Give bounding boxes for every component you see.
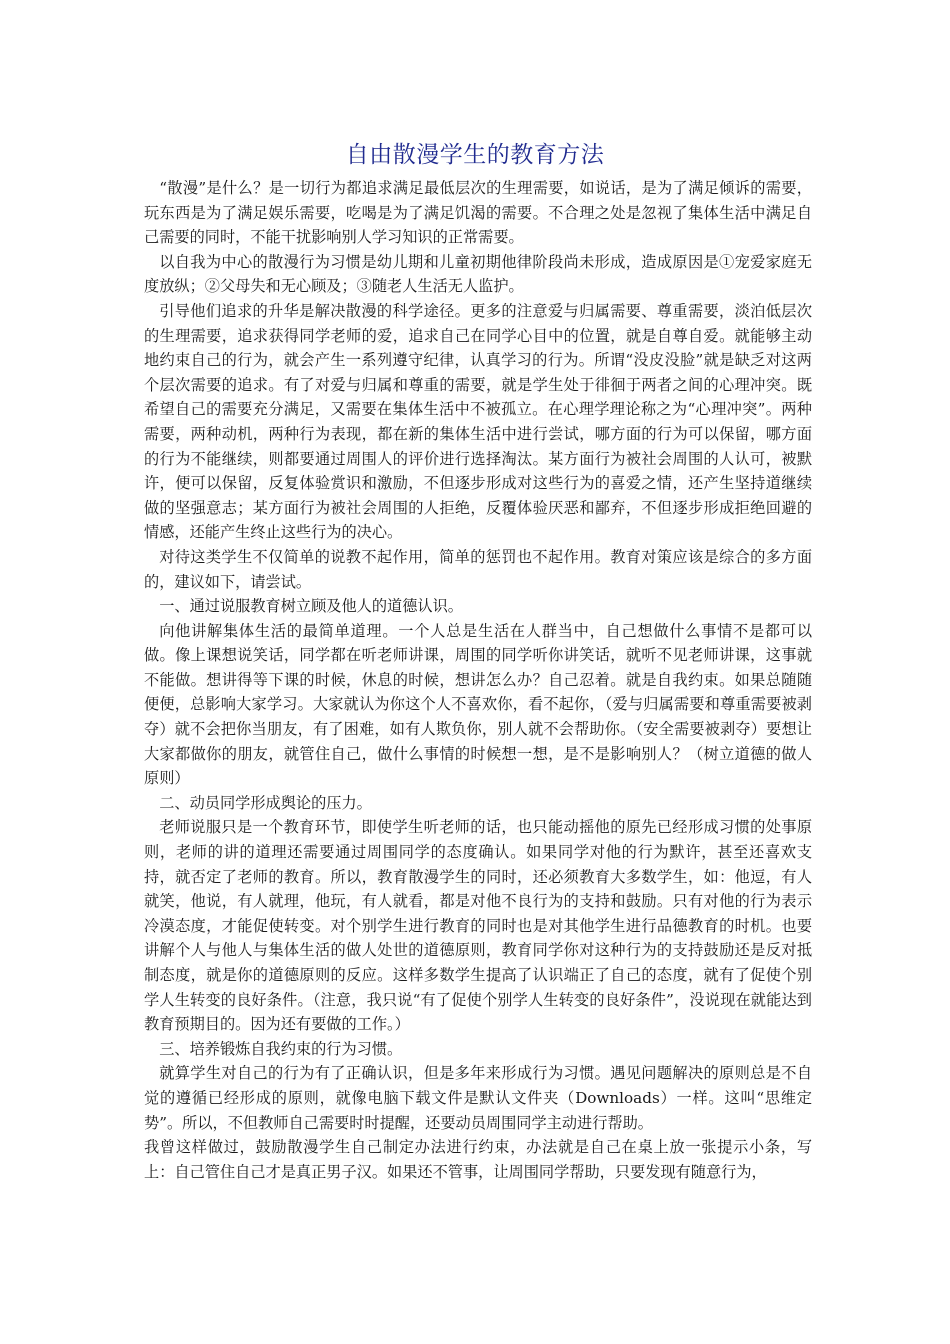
section-heading: 一、通过说服教育树立顾及他人的道德认识。 (159, 597, 463, 616)
section-heading: 三、培养锻炼自我约束的行为习惯。 (159, 1039, 403, 1058)
paragraph: 就算学生对自己的行为有了正确认识，但是多年来形成行为习惯。遇见问题解决的原则总是不自觉的遵循已经形成的原则，就像电脑下载文件是默认文件夹（Downloads）一样。这叫“思维定势”。所以，不但教师自己需要时时提醒，还要动员周围同学主动进行帮助。 (144, 1064, 812, 1132)
section-heading: 二、动员同学形成舆论的压力。 (159, 793, 372, 812)
document-body (144, 176, 812, 1184)
paragraph: 我曾这样做过，鼓励散漫学生自己制定办法进行约束，办法就是自己在桌上放一张提示小条，写上：自己管住自己才是真正男子汉。如果还不管事，让周围同学帮助，只要发现有随意行为， (144, 1138, 812, 1181)
paragraph: “散漫”是什么？是一切行为都追求满足最低层次的生理需要，如说话，是为了满足倾诉的需要，玩东西是为了满足娱乐需要，吃喝是为了满足饥渴的需要。不合理之处是忽视了集体生活中满足自己需要的同时，不能干扰影响别人学习知识的正常需要。 (144, 179, 812, 247)
paragraph: 老师说服只是一个教育环节，即使学生听老师的话，也只能动摇他的原先已经形成习惯的处事原则，老师的讲的道理还需要通过周围同学的态度确认。如果同学对他的行为默许，甚至还喜欢支持，就否定了老师的教育。所以，教育散漫学生的同时，还必须教育大多数学生，如：他逗，有人就笑，他说，有人就理，他玩，有人就看，都是对他不良行为的支持和鼓励。只有对他的行为表示冷漠态度，才能促使转变。对个别学生进行教育的同时也是对其他学生进行品德教育的时机。也要讲解个人与他人与集体生活的做人处世的道德原则，教育同学你对这种行为的支持鼓励还是反对抵制态度，就是你的道德原则的反应。这样多数学生提高了认识端正了自己的态度，就有了促使个别学人生转变的良好条件。（注意，我只说“有了促使个别学人生转变的良好条件”，没说现在就能达到教育预期目的。因为还有要做的工作。） (144, 818, 812, 1034)
paragraph: 向他讲解集体生活的最简单道理。一个人总是生活在人群当中，自己想做什么事情不是都可以做。像上课想说笑话，同学都在听老师讲课，周围的同学听你讲笑话，就听不见老师讲课，这事就不能做。想讲得等下课的时候，休息的时候，想讲怎么办？自己忍着。就是自我约束。如果总随随便便，总影响大家学习。大家就认为你这个人不喜欢你，看不起你，（爱与归属需要和尊重需要被剥夺）就不会把你当朋友，有了困难，如有人欺负你，别人就不会帮助你。（安全需要被剥夺）要想让大家都做你的朋友，就管住自己，做什么事情的时候想一想，是不是影响别人？（树立道德的做人原则） (144, 621, 812, 788)
paragraph: 以自我为中心的散漫行为习惯是幼儿期和儿童初期他律阶段尚未形成，造成原因是①宠爱家庭无度放纵；②父母失和无心顾及；③随老人生活无人监护。 (144, 252, 812, 296)
paragraph: 对待这类学生不仅简单的说教不起作用，简单的惩罚也不起作用。教育对策应该是综合的多方面的，建议如下，请尝试。 (144, 547, 812, 591)
paragraph: 引导他们追求的升华是解决散漫的科学途径。更多的注意爱与归属需要、尊重需要，淡泊低层次的生理需要，追求获得同学老师的爱，追求自己在同学心目中的位置，就是自尊自爱。就能够主动地约束自己的行为，就会产生一系列遵守纪律，认真学习的行为。所谓“没皮没脸”就是缺乏对这两个层次需要的追求。有了对爱与归属和尊重的需要，就是学生处于徘徊于两者之间的心理冲突。既希望自己的需要充分满足，又需要在集体生活中不被孤立。在心理学理论称之为“心理冲突”。两种需要，两种动机，两种行为表现，都在新的集体生活中进行尝试，哪方面的行为可以保留，哪方面的行为不能继续，则都要通过周围人的评价进行选择淘汰。某方面行为被社会周围的人认可，被默许，便可以保留，反复体验赏识和激励，不但逐步形成对这些行为的喜爱之情，还产生坚持道继续做的坚强意志；某方面行为被社会周围的人拒绝，反覆体验厌恶和鄙弃，不但逐步形成拒绝回避的情感，还能产生终止这些行为的决心。 (144, 301, 812, 542)
document-title: 自由散漫学生的教育方法 (345, 142, 605, 168)
